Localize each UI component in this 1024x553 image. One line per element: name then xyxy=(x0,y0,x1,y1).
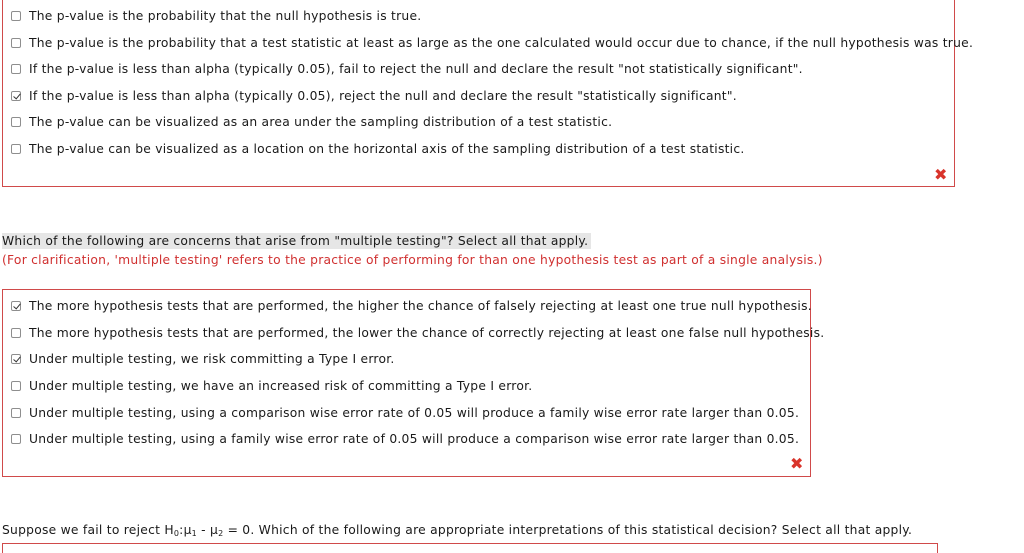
q3-suffix: = 0. Which of the following are appropriate interpretations of this statistical decision? Select all that apply. xyxy=(223,523,913,537)
question-2-answer-box xyxy=(2,289,825,477)
option-label: Under multiple testing, we have an increased risk of committing a Type I error. xyxy=(29,379,533,393)
q2-option-2[interactable] xyxy=(11,324,824,342)
q3-prefix: Suppose we fail to reject H xyxy=(2,523,174,537)
checkbox[interactable] xyxy=(11,117,21,127)
checkbox-checked[interactable] xyxy=(11,91,21,101)
q1-option-6[interactable] xyxy=(11,140,745,158)
option-label: Under multiple testing, using a comparison wise error rate of 0.05 will produce a family wise error rate larger than 0.05. xyxy=(29,406,800,420)
checkbox[interactable] xyxy=(11,381,21,391)
checkbox[interactable] xyxy=(11,408,21,418)
incorrect-x-icon: ✖ xyxy=(790,454,804,473)
option-label: The p-value can be visualized as an area under the sampling distribution of a test statistic. xyxy=(29,115,613,129)
q2-option-5[interactable] xyxy=(11,404,799,422)
q1-option-3[interactable] xyxy=(11,60,803,78)
minus-mu2: - μ xyxy=(196,523,219,537)
q2-option-6[interactable] xyxy=(11,430,799,448)
option-label: Under multiple testing, we risk committing a Type I error. xyxy=(29,352,395,366)
q1-option-5[interactable] xyxy=(11,113,612,131)
option-label: The p-value can be visualized as a location on the horizontal axis of the sampling distribution of a test statistic. xyxy=(29,142,745,156)
option-label: Under multiple testing, using a family wise error rate of 0.05 will produce a comparison wise error rate larger than 0.05. xyxy=(29,432,800,446)
option-label: The p-value is the probability that a test statistic at least as large as the one calculated would occur due to chance, if the null hypothesis was true. xyxy=(29,36,974,50)
option-label: The p-value is the probability that the null hypothesis is true. xyxy=(29,9,422,23)
incorrect-x-icon: ✖ xyxy=(934,165,948,184)
q2-option-4[interactable] xyxy=(11,377,532,395)
checkbox[interactable] xyxy=(11,11,21,21)
checkbox[interactable] xyxy=(11,434,21,444)
option-label: If the p-value is less than alpha (typically 0.05), reject the null and declare the result "statistically significant". xyxy=(29,89,737,103)
h-subscript: 0 xyxy=(173,529,180,538)
checkbox[interactable] xyxy=(11,38,21,48)
option-label: If the p-value is less than alpha (typically 0.05), fail to reject the null and declare the result "not statistically significant". xyxy=(29,62,803,76)
mu1-subscript: 1 xyxy=(191,529,197,538)
q2-option-3[interactable] xyxy=(11,350,395,368)
question-2-text: Which of the following are concerns that arise from "multiple testing"? Select all that apply. xyxy=(2,233,591,249)
q2-option-1[interactable] xyxy=(11,297,812,315)
checkbox-checked[interactable] xyxy=(11,301,21,311)
checkbox[interactable] xyxy=(11,144,21,154)
option-label: The more hypothesis tests that are performed, the higher the chance of falsely rejecting at least one true null hypothesis. xyxy=(29,299,812,313)
option-label: The more hypothesis tests that are performed, the lower the chance of correctly rejecting at least one false null hypothesis. xyxy=(29,326,825,340)
mu1: :μ xyxy=(179,523,192,537)
checkbox[interactable] xyxy=(11,64,21,74)
checkbox-checked[interactable] xyxy=(11,354,21,364)
question-3-text xyxy=(2,522,912,542)
q1-option-2[interactable] xyxy=(11,34,973,52)
q1-option-1[interactable] xyxy=(11,7,421,25)
question-1-answer-box xyxy=(2,0,974,187)
q1-option-4[interactable] xyxy=(11,87,737,105)
question-3-answer-box xyxy=(2,543,938,553)
question-2-clarification: (For clarification, 'multiple testing' refers to the practice of performing for than one hypothesis test as part of a single analysis.) xyxy=(2,253,823,267)
mu2-subscript: 2 xyxy=(218,529,224,538)
checkbox[interactable] xyxy=(11,328,21,338)
